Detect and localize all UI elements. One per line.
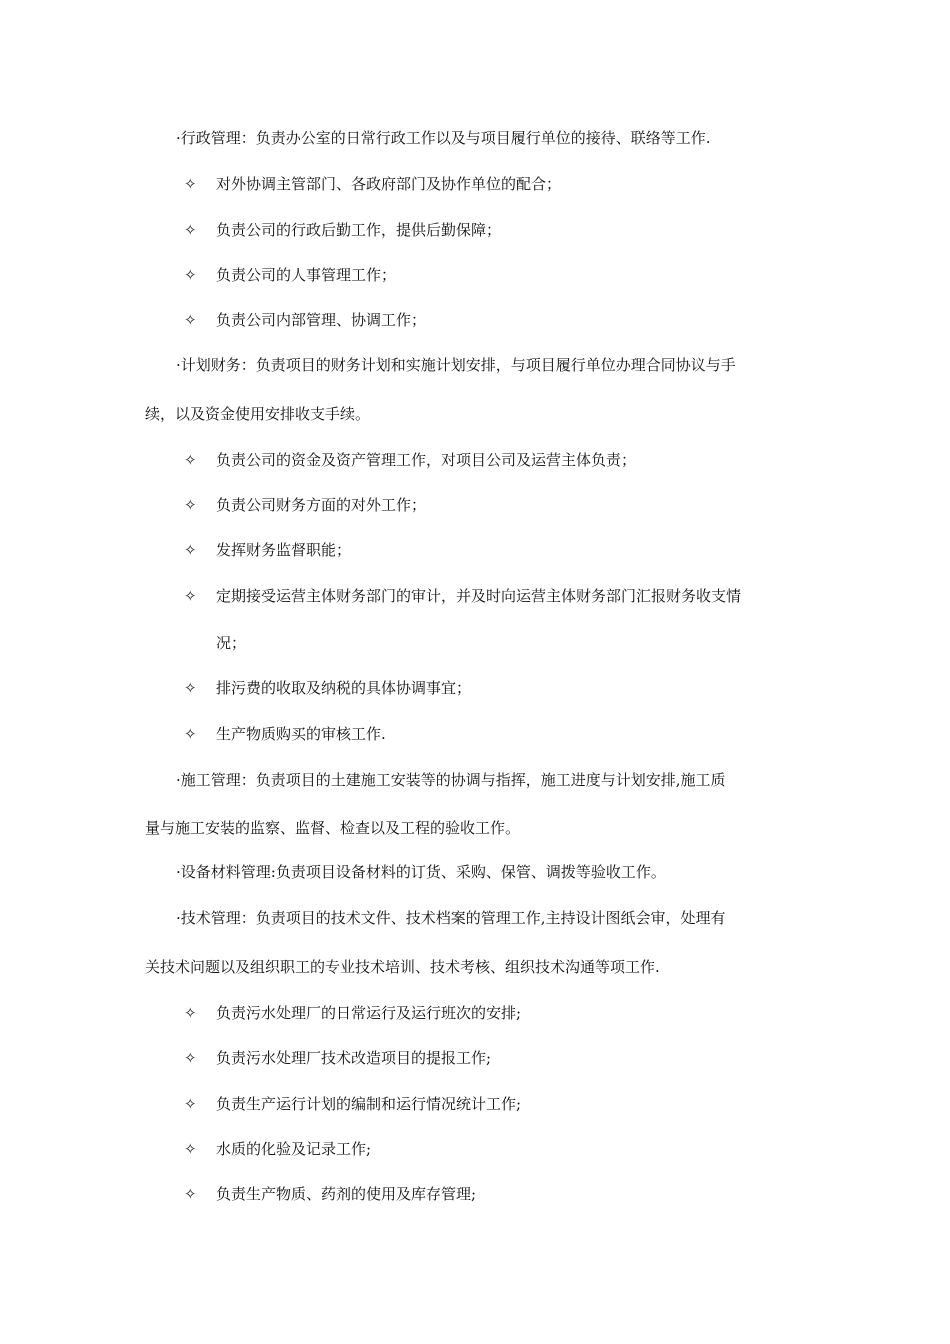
bullet-text: 对外协调主管部门、各政府部门及协作单位的配合； (216, 175, 562, 193)
diamond-bullet-icon: ✧ (184, 541, 197, 559)
section-heading-construction-cont: 量与施工安装的监察、监督、检查以及工程的验收工作。 (145, 819, 521, 837)
diamond-bullet-icon: ✧ (184, 496, 197, 514)
bullet-item (184, 450, 636, 470)
bullet-text: 排污费的收取及纳税的具体协调事宜； (216, 679, 472, 697)
bullet-item (184, 310, 426, 330)
diamond-bullet-icon: ✧ (184, 1140, 197, 1158)
bullet-item (184, 1048, 491, 1068)
diamond-bullet-icon: ✧ (184, 1185, 197, 1203)
diamond-bullet-icon: ✧ (184, 451, 197, 469)
bullet-item (184, 678, 471, 698)
bullet-item (184, 1139, 371, 1159)
bullet-text: 负责生产运行计划的编制和运行情况统计工作; (216, 1095, 522, 1113)
section-heading-technical: ·技术管理：负责项目的技术文件、技术档案的管理工作,主持设计图纸会审，处理有 (176, 909, 726, 927)
diamond-bullet-icon: ✧ (184, 311, 197, 329)
diamond-bullet-icon: ✧ (184, 1049, 197, 1067)
bullet-text: 负责公司财务方面的对外工作； (216, 496, 427, 514)
bullet-text: 定期接受运营主体财务部门的审计，并及时向运营主体财务部门汇报财务收支情 (216, 587, 742, 605)
section-heading-equipment: ·设备材料管理:负责项目设备材料的订货、采购、保管、调拨等验收工作。 (176, 863, 666, 881)
section-heading-admin: ·行政管理：负责办公室的日常行政工作以及与项目履行单位的接待、联络等工作. (176, 129, 711, 147)
bullet-text: 负责公司的行政后勤工作，提供后勤保障； (216, 221, 502, 239)
bullet-item (184, 586, 741, 606)
diamond-bullet-icon: ✧ (184, 221, 197, 239)
bullet-text: 负责污水处理厂技术改造项目的提报工作; (216, 1049, 492, 1067)
bullet-item (184, 265, 396, 285)
bullet-text: 负责生产物质、药剂的使用及库存管理; (216, 1185, 477, 1203)
diamond-bullet-icon: ✧ (184, 1095, 197, 1113)
diamond-bullet-icon: ✧ (184, 725, 197, 743)
diamond-bullet-icon: ✧ (184, 679, 197, 697)
diamond-bullet-icon: ✧ (184, 266, 197, 284)
section-heading-technical-cont: 关技术问题以及组织职工的专业技术培训、技术考核、组织技术沟通等项工作. (145, 958, 660, 976)
bullet-text: 负责污水处理厂的日常运行及运行班次的安排; (216, 1004, 522, 1022)
bullet-text-cont: 况； (216, 634, 247, 652)
bullet-item (184, 540, 351, 560)
bullet-item (184, 724, 386, 744)
bullet-text: 负责公司的资金及资产管理工作，对项目公司及运营主体负责； (216, 451, 637, 469)
bullet-text: 生产物质购买的审核工作. (216, 725, 386, 743)
bullet-text: 水质的化验及记录工作; (216, 1140, 372, 1158)
section-heading-finance: ·计划财务：负责项目的财务计划和实施计划安排，与项目履行单位办理合同协议与手 (176, 356, 736, 374)
bullet-text: 负责公司内部管理、协调工作； (216, 311, 427, 329)
bullet-item (184, 1184, 476, 1204)
section-heading-construction: ·施工管理：负责项目的土建施工安装等的协调与指挥，施工进度与计划安排,施工质 (176, 771, 726, 789)
diamond-bullet-icon: ✧ (184, 587, 197, 605)
bullet-item (184, 1003, 521, 1023)
bullet-item (184, 220, 501, 240)
bullet-item (184, 1094, 521, 1114)
diamond-bullet-icon: ✧ (184, 1004, 197, 1022)
section-heading-finance-cont: 续，以及资金使用安排收支手续。 (145, 405, 371, 423)
bullet-item (184, 174, 561, 194)
diamond-bullet-icon: ✧ (184, 175, 197, 193)
bullet-item (184, 495, 426, 515)
bullet-text: 负责公司的人事管理工作； (216, 266, 397, 284)
bullet-text: 发挥财务监督职能； (216, 541, 352, 559)
